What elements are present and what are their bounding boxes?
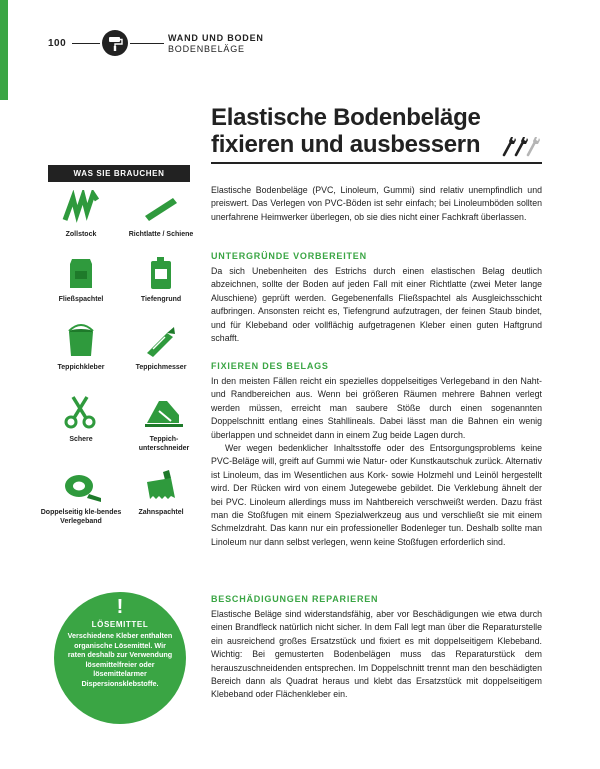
tool-label: Tiefengrund bbox=[140, 296, 182, 303]
section-paragraph: Wer wegen bedenklicher Inhaltsstoffe oder des Entsorgungsproblems keine PVC-Beläge will, greift auf Gummi wie Natur- oder Kunstkautschuk zurück. Alternativ ist Linoleum, das im Wesentlichen aus Kork- sowie Holzmehl und Leinöl hergestellt wird. Der Rücken wird von einem Jutegewebe gebildet. Die Verklebung ähnelt der bei PVC. Linoleum allerdings muss im Nahtbereich verschweißt werden. Dazu fräst man die Stoßfugen mit einem Spezialwerkzeug aus und verschließt sie mit einem Schmelzdraht. Das kann nur ein professioneller Bodenleger tun. Deshalb sollte man Linoleum nur dann selbst verlegen, wenn keine Stoßfugen erforderlich sind. bbox=[211, 443, 542, 547]
tool-label: Teppich-unterschneider bbox=[138, 436, 190, 452]
exclamation-icon: ! bbox=[116, 596, 124, 618]
primer-canister-icon bbox=[141, 255, 181, 291]
section-paragraph: Da sich Unebenheiten des Estrichs durch einen elastischen Belag deutlich abzeichnen, sollte der Boden auf jeden Fall mit einer Richtlatte (zwei Meter lange Aluschiene) geprüft werden. Gegebenenfalls Fließspachtel als Ausgleichsschicht aufbringen. Ansonsten reicht es, Tiefengrund aufzutragen, der feinen Staub bindet, und für Klebeband oder vollflächig aufgetragenen Kleber einen guten Haftgrund schafft. bbox=[211, 266, 542, 344]
tool-label: Zollstock bbox=[65, 231, 97, 238]
scissors-icon bbox=[61, 395, 101, 431]
title-line-2: fixieren und ausbessern bbox=[211, 131, 481, 158]
subchapter-title: BODENBELÄGE bbox=[168, 44, 245, 54]
carpet-cutter-icon bbox=[143, 395, 185, 431]
straightedge-icon bbox=[141, 190, 181, 226]
tool-label: Schere bbox=[69, 436, 93, 443]
tool-item bbox=[46, 395, 116, 444]
green-margin-bar bbox=[0, 0, 8, 100]
title-line-1: Elastische Bodenbeläge bbox=[211, 104, 481, 131]
tool-label: Teppichmesser bbox=[135, 364, 187, 371]
section-paragraph: In den meisten Fällen reicht ein spezielles doppelseitiges Verlegeband in den Naht- und Randbereichen aus. Wenn bei größeren Räumen mehrere Bahnen verlegt werden müssen, erreicht man saubere Stöße durch einen sogenannten Doppelschnitt entlang eines Stahllineals. Dabei lässt man die Bahnen ein wenig überlappen und schneidet dann in einem Zug beide Lagen durch. bbox=[211, 376, 542, 440]
filler-bag-icon bbox=[61, 255, 101, 291]
tool-label: Doppelseitig kle-bendes Verlegeband bbox=[40, 509, 122, 525]
tool-label: Zahnspachtel bbox=[138, 509, 184, 516]
tool-label: Richtlatte / Schiene bbox=[128, 231, 194, 238]
glue-bucket-icon bbox=[61, 323, 101, 359]
paint-roller-icon bbox=[102, 30, 128, 56]
section-heading: UNTERGRÜNDE VORBEREITEN bbox=[211, 251, 367, 261]
warning-badge bbox=[54, 592, 186, 724]
tool-item bbox=[126, 255, 196, 304]
section-heading: BESCHÄDIGUNGEN REPARIEREN bbox=[211, 594, 379, 604]
needs-heading: WAS SIE BRAUCHEN bbox=[48, 165, 190, 182]
wrench-icon bbox=[516, 137, 528, 155]
page-title bbox=[211, 104, 501, 158]
wrench-icon bbox=[528, 137, 540, 155]
utility-knife-icon bbox=[141, 323, 181, 359]
warning-text: Verschiedene Kleber enthalten organische Lösemittel. Wir raten deshalb zur Verwendung lösemittelfreier oder lösemittelarmer Dispersionsklebstoffe. bbox=[67, 631, 173, 688]
wrench-rating-icon bbox=[500, 135, 540, 157]
intro-block bbox=[211, 184, 542, 224]
page-number: 100 bbox=[48, 38, 67, 49]
section-prepare bbox=[211, 251, 542, 345]
section-repair bbox=[211, 594, 542, 702]
tool-item bbox=[46, 255, 116, 304]
section-fixing bbox=[211, 361, 542, 549]
folding-rule-icon bbox=[61, 190, 101, 226]
intro-paragraph: Elastische Bodenbeläge (PVC, Linoleum, Gummi) sind relativ unempfindlich und preiswert. Das Verlegen von PVC-Böden ist sehr einfach; bei Linoleumböden sollten unerfahrene Heimwerker überlegen, ob sie dies nicht einer Fachkraft überlassen. bbox=[211, 185, 542, 222]
warning-title: LÖSEMITTEL bbox=[91, 620, 149, 629]
tool-item bbox=[40, 468, 122, 526]
tool-item bbox=[126, 395, 202, 453]
section-heading: FIXIEREN DES BELAGS bbox=[211, 361, 329, 371]
tool-item bbox=[46, 190, 116, 239]
tool-label: Fließspachtel bbox=[58, 296, 104, 303]
chapter-title: WAND UND BODEN bbox=[168, 33, 264, 43]
tool-item bbox=[126, 190, 196, 239]
tool-item bbox=[126, 468, 196, 517]
header-rule-left bbox=[72, 43, 100, 44]
tool-label: Teppichkleber bbox=[57, 364, 105, 371]
title-rule bbox=[211, 162, 542, 164]
tape-roll-icon bbox=[59, 468, 103, 504]
wrench-icon bbox=[504, 137, 516, 155]
section-paragraph: Elastische Beläge sind widerstandsfähig, aber vor Beschädigungen wie etwa durch einen Brandfleck natürlich nicht sicher. In dem Fall legt man über die Reparaturstelle ein ausreichend großes Ersatzstück und fixiert es mit doppelseitigem Klebeband. Wichtig: Bei gemusterten Bodenbelägen muss das Reparaturstück dem herauszuschneidenden entsprechen. Im Doppelschnitt trennt man den beschädigten Bereich dann als Quadrat heraus und klebt das Ersatzstück mit doppelseitigem Klebeband oder Flächenkleber ein. bbox=[211, 609, 542, 700]
notched-trowel-icon bbox=[141, 468, 181, 504]
tool-item bbox=[46, 323, 116, 372]
tool-item bbox=[126, 323, 196, 372]
header-rule-right bbox=[130, 43, 164, 44]
